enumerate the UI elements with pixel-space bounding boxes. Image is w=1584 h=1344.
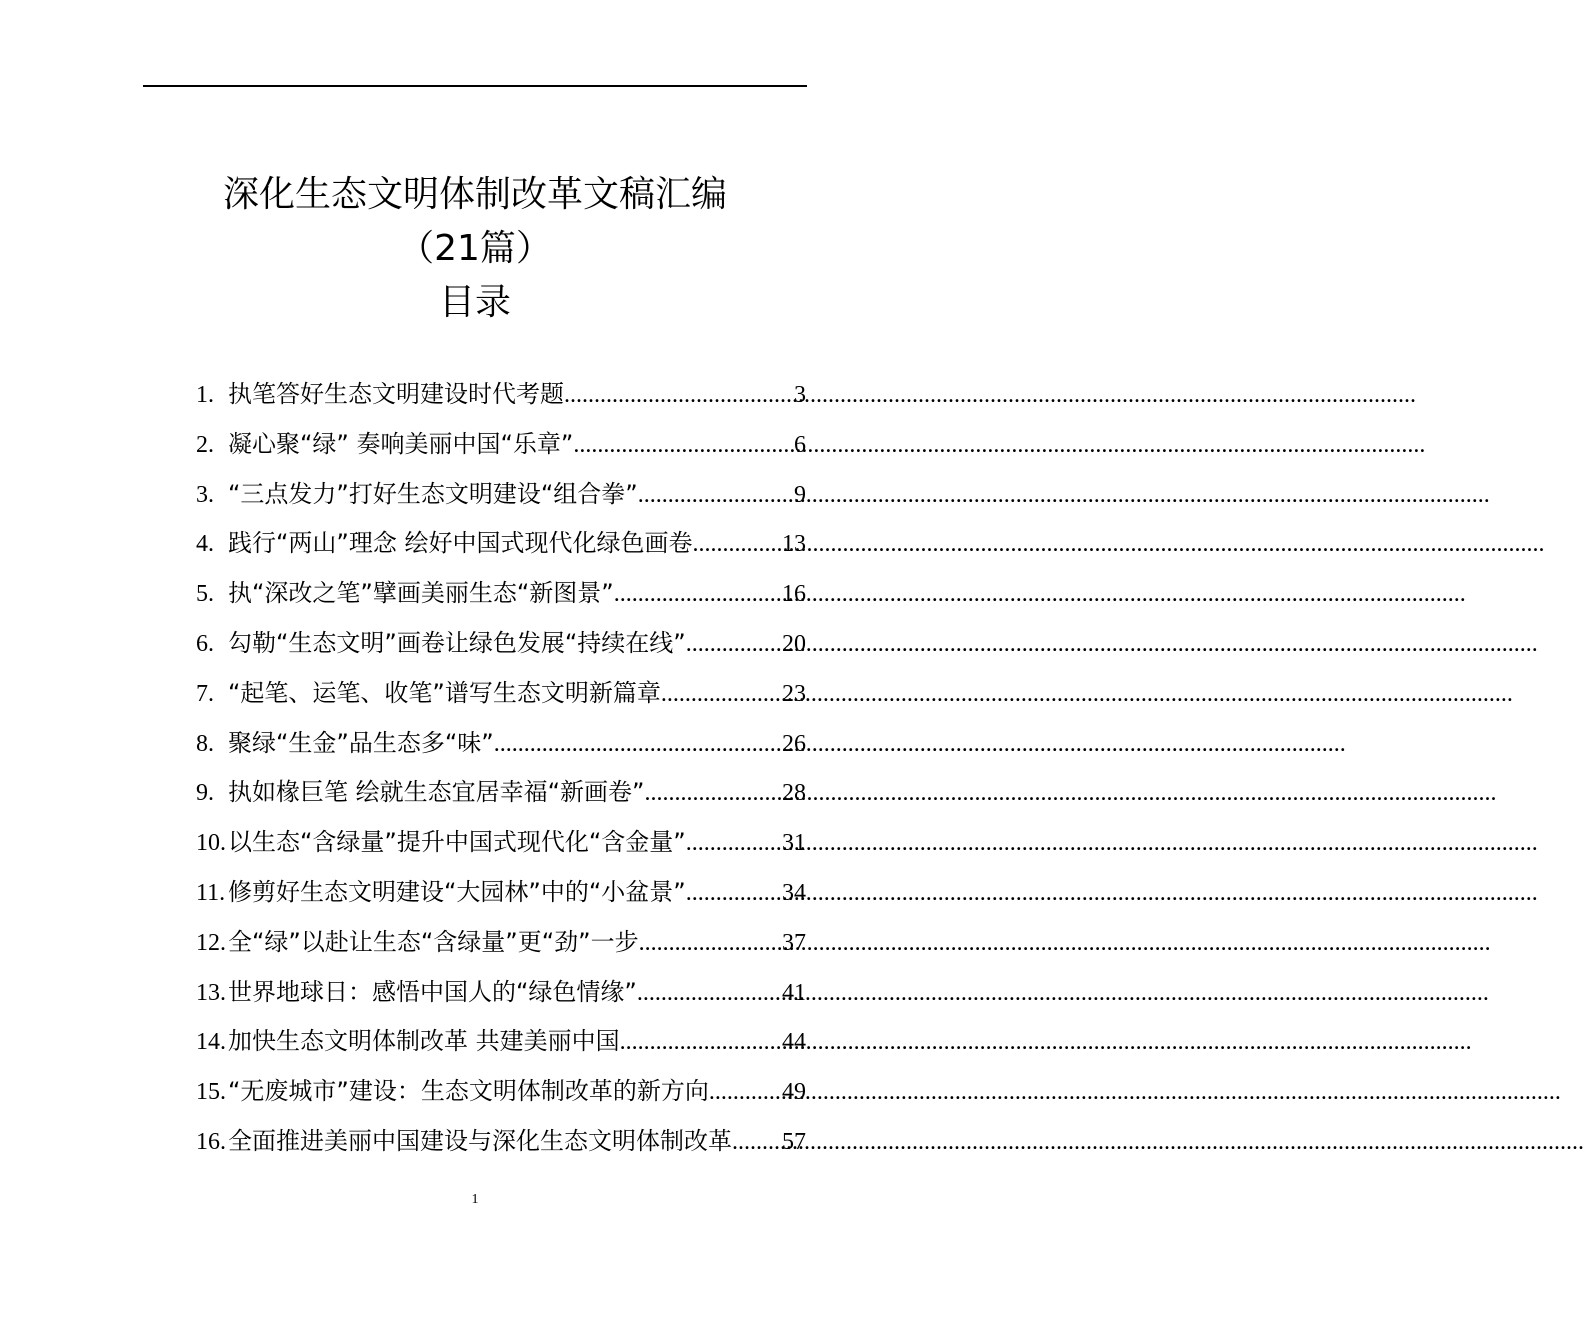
toc-entry-page: 3: [794, 382, 806, 408]
toc-entry[interactable]: [196, 669, 806, 719]
toc-entry[interactable]: [196, 1017, 806, 1067]
toc-entry[interactable]: [196, 370, 806, 420]
title-main: 深化生态文明体制改革文稿汇编: [222, 174, 727, 215]
toc-entry-page: 6: [794, 431, 806, 458]
title-count: （21篇）: [398, 228, 552, 269]
toc-entry-number: 6.: [196, 630, 214, 657]
toc-entry-title: 勾勒“生态文明”画卷让绿色发展“持续在线”: [228, 628, 686, 657]
toc-entry-title: 聚绿“生金”品生态多“味”: [228, 728, 494, 757]
toc-entry-title: 执“深改之笔”擘画美丽生态“新图景”: [228, 579, 614, 608]
toc-dot-leader: [573, 421, 794, 471]
toc-entry-number: 2.: [196, 431, 214, 458]
toc-entry-title: 执笔答好生态文明建设时代考题: [228, 380, 564, 408]
toc-entry-page: 37: [782, 929, 806, 956]
page-number: 1: [471, 1192, 479, 1207]
toc-entry-number: 16.: [196, 1128, 226, 1155]
toc-entry-page: 31: [782, 830, 806, 857]
toc-dot-leader: [686, 819, 782, 869]
toc-dot-leader: [709, 1068, 782, 1118]
toc-entry-title: 凝心聚“绿” 奏响美丽中国“乐章”: [228, 429, 574, 458]
toc-entry-number: 3.: [196, 481, 214, 508]
toc-entry-page: 26: [782, 730, 806, 757]
header-rule: [143, 85, 807, 87]
toc-entry-title: 全面推进美丽中国建设与深化生态文明体制改革: [228, 1126, 732, 1155]
toc-dot-leader: [686, 620, 782, 670]
toc-entry-page: 44: [782, 1029, 806, 1056]
toc-entry[interactable]: [196, 1117, 806, 1167]
toc-entry[interactable]: [196, 519, 806, 569]
toc-entry-number: 8.: [196, 730, 214, 757]
toc-dot-leader: [614, 570, 782, 620]
toc-entry-page: 9: [794, 481, 806, 508]
toc-dot-leader: [620, 1018, 782, 1068]
toc-dot-leader: [639, 919, 782, 969]
toc-entry-title: 全“绿”以赴让生态“含绿量”更“劲”一步: [228, 927, 639, 956]
toc-entry[interactable]: [196, 968, 806, 1018]
toc-entry-page: 16: [782, 581, 806, 608]
toc-entry-number: 13.: [196, 979, 226, 1006]
toc-dot-leader: [564, 371, 794, 421]
toc-dot-leader: [645, 769, 783, 819]
toc-entry-number: 4.: [196, 531, 214, 558]
toc-entry-page: 34: [782, 879, 806, 906]
toc-dot-leader: [638, 471, 794, 521]
toc-entry[interactable]: [196, 420, 806, 470]
toc-entry-title: “三点发力”打好生态文明建设“组合拳”: [228, 479, 638, 508]
toc-entry-title: 以生态“含绿量”提升中国式现代化“含金量”: [228, 828, 686, 857]
toc-entry-page: 28: [782, 780, 806, 807]
toc-entry[interactable]: [196, 868, 806, 918]
toc-dot-leader: [693, 520, 783, 570]
toc-entry-page: 57: [782, 1128, 806, 1155]
toc-entry-number: 9.: [196, 780, 214, 807]
toc-dot-leader: [661, 670, 782, 720]
toc-entry-number: 14.: [196, 1029, 226, 1056]
toc-entry-title: “起笔、运笔、收笔”谱写生态文明新篇章: [228, 678, 661, 707]
toc-dot-leader: [732, 1118, 782, 1168]
toc-entry-number: 5.: [196, 581, 214, 608]
toc-entry-page: 20: [782, 630, 806, 657]
toc-entry-page: 49: [782, 1079, 806, 1106]
toc-entry-page: 13: [782, 531, 806, 558]
toc-entry[interactable]: [196, 719, 806, 769]
toc-entry-title: 执如椽巨笔 绘就生态宜居幸福“新画卷”: [228, 778, 645, 807]
toc-entry[interactable]: [196, 619, 806, 669]
toc-entry-title: 修剪好生态文明建设“大园林”中的“小盆景”: [228, 877, 686, 906]
toc-entry-number: 1.: [196, 382, 214, 408]
toc-entry[interactable]: [196, 470, 806, 520]
document-title: [0, 168, 950, 330]
toc-entry-number: 12.: [196, 929, 226, 956]
toc-entry-number: 15.: [196, 1079, 226, 1106]
toc-entry-number: 10.: [196, 830, 226, 857]
toc-entry-number: 7.: [196, 680, 214, 707]
title-toc-heading: 目录: [438, 282, 511, 323]
table-of-contents: [196, 370, 806, 1167]
toc-entry[interactable]: [196, 768, 806, 818]
toc-dot-leader: [637, 969, 782, 1019]
toc-entry-title: 世界地球日：感悟中国人的“绿色情缘”: [228, 977, 637, 1006]
toc-dot-leader: [686, 869, 782, 919]
toc-entry-title: “无废城市”建设：生态文明体制改革的新方向: [228, 1077, 709, 1106]
toc-dot-leader: [494, 720, 782, 770]
toc-entry-title: 践行“两山”理念 绘好中国式现代化绿色画卷: [228, 529, 693, 558]
toc-entry[interactable]: [196, 918, 806, 968]
toc-entry-page: 41: [782, 979, 806, 1006]
toc-entry-title: 加快生态文明体制改革 共建美丽中国: [228, 1027, 620, 1056]
toc-entry[interactable]: [196, 569, 806, 619]
toc-entry[interactable]: [196, 818, 806, 868]
toc-entry[interactable]: [196, 1067, 806, 1117]
toc-entry-number: 11.: [196, 879, 226, 906]
toc-entry-page: 23: [782, 680, 806, 707]
